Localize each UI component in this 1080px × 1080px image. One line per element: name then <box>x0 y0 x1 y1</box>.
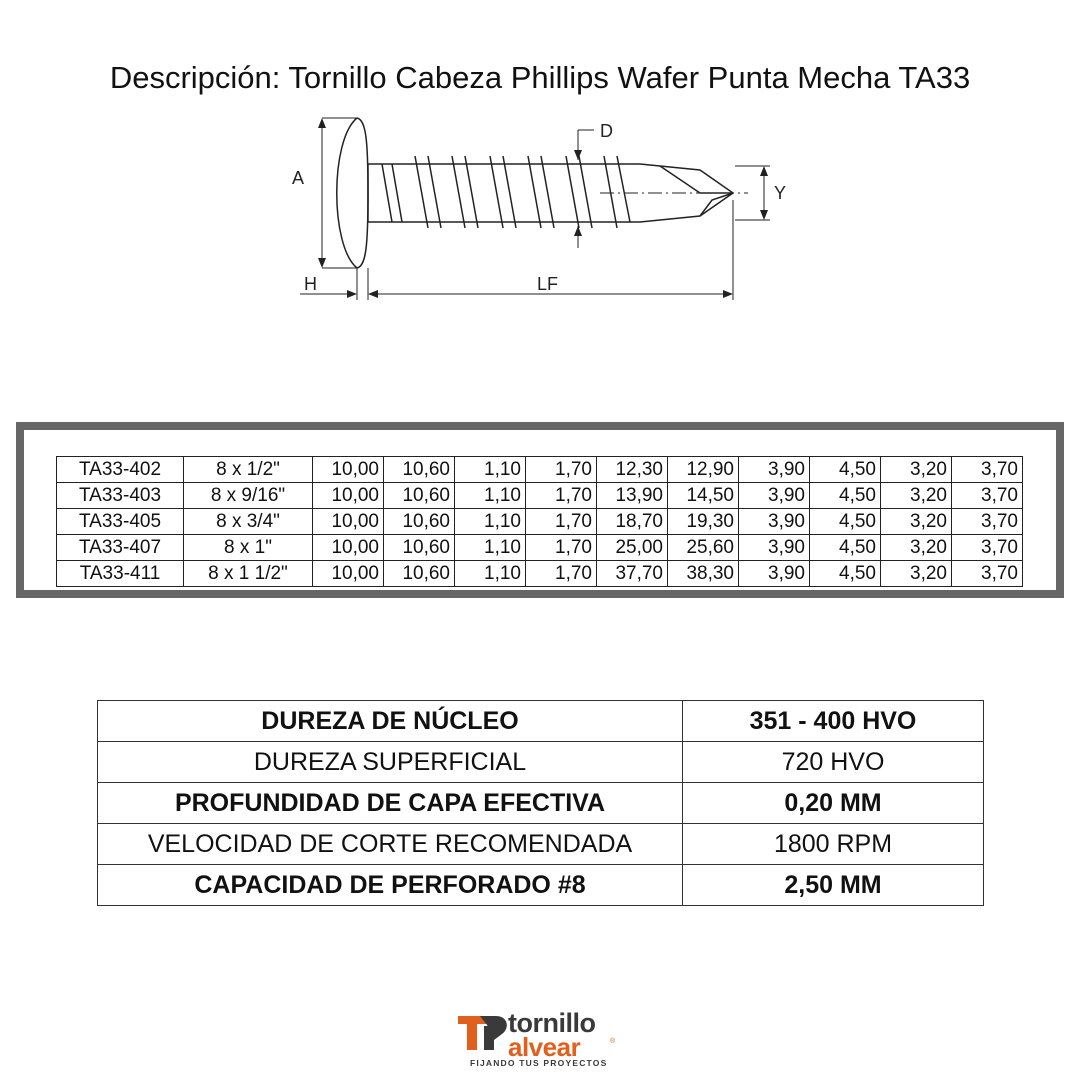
property-row <box>98 824 984 865</box>
table-cell: 1,70 <box>526 561 597 587</box>
table-cell: 1,10 <box>455 509 526 535</box>
table-cell: 1,10 <box>455 483 526 509</box>
table-cell: 4,50 <box>810 457 881 483</box>
table-cell: 3,90 <box>739 561 810 587</box>
table-cell: 10,00 <box>313 561 384 587</box>
table-cell: 10,60 <box>384 483 455 509</box>
table-cell: 12,90 <box>668 457 739 483</box>
dimension-label-h: H <box>304 274 317 294</box>
table-cell: 3,90 <box>739 509 810 535</box>
table-cell: 3,70 <box>952 457 1023 483</box>
property-value: 720 HVO <box>683 742 984 783</box>
property-value: 0,20 MM <box>683 783 984 824</box>
table-cell: 10,60 <box>384 457 455 483</box>
table-row <box>57 509 1023 535</box>
table-cell: 1,70 <box>526 535 597 561</box>
table-cell: 10,00 <box>313 535 384 561</box>
table-cell: 3,70 <box>952 561 1023 587</box>
table-cell: 3,90 <box>739 457 810 483</box>
brand-name-line1: tornillo <box>508 1008 596 1038</box>
table-cell: 10,60 <box>384 509 455 535</box>
table-cell: 4,50 <box>810 535 881 561</box>
thread-lines <box>382 156 630 228</box>
property-value: 1800 RPM <box>683 824 984 865</box>
table-cell: 3,20 <box>881 483 952 509</box>
table-cell: 25,00 <box>597 535 668 561</box>
property-row <box>98 742 984 783</box>
table-cell: 38,30 <box>668 561 739 587</box>
table-cell-code: TA33-402 <box>57 457 184 483</box>
table-cell: 1,10 <box>455 457 526 483</box>
table-cell-size: 8 x 9/16" <box>184 483 313 509</box>
dimension-label-d: D <box>600 121 613 141</box>
property-row <box>98 701 984 742</box>
table-cell: 1,70 <box>526 457 597 483</box>
table-cell: 10,00 <box>313 457 384 483</box>
table-cell-code: TA33-405 <box>57 509 184 535</box>
table-cell: 10,60 <box>384 535 455 561</box>
brand-logo <box>458 1008 622 1072</box>
table-cell: 4,50 <box>810 483 881 509</box>
spec-table <box>56 456 1023 587</box>
property-label: DUREZA DE NÚCLEO <box>98 701 683 742</box>
screw-technical-drawing <box>280 110 800 310</box>
table-cell: 3,90 <box>739 535 810 561</box>
table-cell-size: 8 x 1/2" <box>184 457 313 483</box>
table-cell: 4,50 <box>810 509 881 535</box>
property-label: PROFUNDIDAD DE CAPA EFECTIVA <box>98 783 683 824</box>
table-cell: 10,00 <box>313 509 384 535</box>
spec-table-frame <box>16 422 1064 598</box>
dimension-label-a: A <box>292 168 305 188</box>
property-value: 351 - 400 HVO <box>683 701 984 742</box>
table-cell: 3,20 <box>881 535 952 561</box>
table-cell: 12,30 <box>597 457 668 483</box>
brand-tagline: FIJANDO TUS PROYECTOS <box>470 1058 608 1068</box>
brand-name-line2: alvear <box>508 1032 581 1062</box>
table-cell: 1,10 <box>455 535 526 561</box>
property-label: CAPACIDAD DE PERFORADO #8 <box>98 865 683 906</box>
table-cell: 37,70 <box>597 561 668 587</box>
table-cell: 14,50 <box>668 483 739 509</box>
table-row <box>57 561 1023 587</box>
brand-mark-icon <box>458 1012 510 1056</box>
dimension-label-y: Y <box>774 183 787 203</box>
property-label: DUREZA SUPERFICIAL <box>98 742 683 783</box>
table-cell: 3,70 <box>952 535 1023 561</box>
table-cell: 3,20 <box>881 509 952 535</box>
property-label: VELOCIDAD DE CORTE RECOMENDADA <box>98 824 683 865</box>
table-cell: 4,50 <box>810 561 881 587</box>
table-cell: 13,90 <box>597 483 668 509</box>
dimension-label-lf: LF <box>537 274 559 294</box>
table-cell-size: 8 x 3/4" <box>184 509 313 535</box>
table-row <box>57 535 1023 561</box>
table-cell-size: 8 x 1 1/2" <box>184 561 313 587</box>
table-cell: 1,10 <box>455 561 526 587</box>
properties-table <box>97 700 984 906</box>
property-value: 2,50 MM <box>683 865 984 906</box>
table-row <box>57 457 1023 483</box>
table-cell: 18,70 <box>597 509 668 535</box>
table-cell: 25,60 <box>668 535 739 561</box>
table-cell-code: TA33-411 <box>57 561 184 587</box>
table-cell: 3,20 <box>881 457 952 483</box>
table-cell: 3,70 <box>952 483 1023 509</box>
table-cell-code: TA33-407 <box>57 535 184 561</box>
table-cell: 1,70 <box>526 483 597 509</box>
property-row <box>98 865 984 906</box>
table-row <box>57 483 1023 509</box>
table-cell-code: TA33-403 <box>57 483 184 509</box>
page-title: Descripción: Tornillo Cabeza Phillips Wafer Punta Mecha TA33 <box>109 60 971 95</box>
table-cell: 3,70 <box>952 509 1023 535</box>
table-cell: 10,00 <box>313 483 384 509</box>
table-cell: 3,20 <box>881 561 952 587</box>
property-row <box>98 783 984 824</box>
table-cell: 10,60 <box>384 561 455 587</box>
table-cell: 1,70 <box>526 509 597 535</box>
table-cell: 19,30 <box>668 509 739 535</box>
table-cell-size: 8 x 1" <box>184 535 313 561</box>
registered-mark: ® <box>610 1038 616 1045</box>
table-cell: 3,90 <box>739 483 810 509</box>
